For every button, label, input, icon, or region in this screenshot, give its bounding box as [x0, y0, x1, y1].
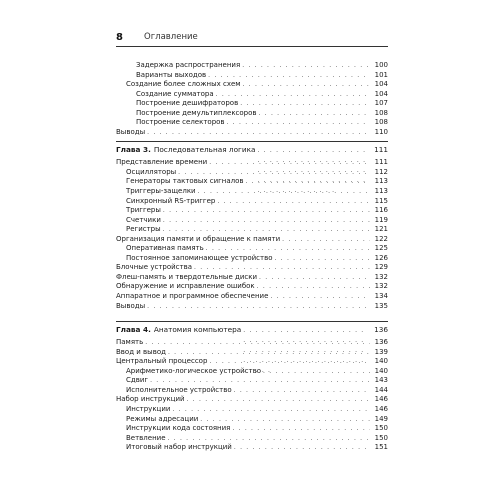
- toc-entry[interactable]: [116, 216, 388, 226]
- toc-entry[interactable]: [116, 187, 388, 197]
- table-of-contents: [116, 61, 388, 453]
- toc-entry[interactable]: [116, 263, 388, 273]
- leader-dots: [234, 443, 370, 453]
- toc-entry-label: Аппаратное и программное обеспечение: [116, 292, 269, 301]
- toc-entry[interactable]: [116, 376, 388, 386]
- leader-dots: [200, 415, 370, 425]
- toc-entry-page: 104: [374, 89, 388, 98]
- toc-entry[interactable]: [116, 168, 388, 178]
- leader-dots: [263, 367, 370, 377]
- toc-entry-page: 144: [374, 385, 388, 394]
- toc-entry-label: Обнаружение и исправление ошибок: [116, 282, 255, 291]
- toc-entry-label: Постоянное запоминающее устройство: [126, 253, 273, 262]
- toc-entry[interactable]: [116, 292, 388, 302]
- toc-entry-label: Задержка распространения: [136, 61, 241, 69]
- toc-entry[interactable]: [116, 282, 388, 292]
- chapter-title: Последовательная логика: [153, 145, 256, 155]
- toc-entry[interactable]: [116, 357, 388, 367]
- toc-entry[interactable]: [116, 367, 388, 377]
- leader-dots: [163, 225, 370, 235]
- leader-dots: [257, 282, 370, 292]
- toc-entry[interactable]: [116, 225, 388, 235]
- chapter-page: 136: [374, 325, 388, 335]
- toc-entry[interactable]: [116, 80, 388, 90]
- toc-entry-page: 104: [374, 80, 388, 89]
- toc-entry[interactable]: [116, 424, 388, 434]
- toc-entry-page: 100: [374, 61, 388, 69]
- toc-entry-page: 122: [374, 234, 388, 243]
- toc-entry-page: 101: [374, 70, 388, 79]
- toc-entry-page: 116: [374, 206, 388, 215]
- leader-dots: [242, 61, 370, 71]
- leader-dots: [216, 90, 370, 100]
- toc-entry-page: 132: [374, 282, 388, 291]
- leader-dots: [243, 80, 370, 90]
- toc-entry[interactable]: [116, 273, 388, 283]
- toc-entry-label: Набор инструкций: [116, 395, 185, 404]
- leader-dots: [208, 71, 370, 81]
- toc-entry-page: 125: [374, 244, 388, 253]
- chapter-title: Анатомия компьютера: [153, 325, 242, 335]
- toc-entry-page: 112: [374, 167, 388, 176]
- toc-entry-label: Создание сумматора: [136, 89, 214, 98]
- toc-entry-label: Создание более сложных схем: [126, 80, 241, 89]
- leader-dots: [270, 292, 370, 302]
- toc-entry[interactable]: [116, 61, 388, 71]
- leader-dots: [194, 263, 370, 273]
- leader-dots: [206, 244, 370, 254]
- toc-entry[interactable]: [116, 109, 388, 119]
- leader-dots: [187, 395, 370, 405]
- toc-entry-label: Построение селекторов: [136, 118, 225, 127]
- toc-entry[interactable]: [116, 90, 388, 100]
- leader-dots: [168, 348, 370, 358]
- toc-entry-page: 151: [374, 443, 388, 452]
- toc-entry-page: 136: [374, 338, 388, 347]
- toc-entry[interactable]: [116, 348, 388, 358]
- toc-entry-page: 143: [374, 376, 388, 385]
- toc-entry-page: 107: [374, 99, 388, 108]
- leader-dots: [163, 216, 370, 226]
- leader-dots: [147, 128, 370, 138]
- toc-entry-page: 115: [374, 196, 388, 205]
- toc-entry[interactable]: [116, 235, 388, 245]
- toc-entry[interactable]: [116, 177, 388, 187]
- toc-entry-page: 149: [374, 414, 388, 423]
- toc-entry-page: 146: [374, 404, 388, 413]
- toc-entry-page: 113: [374, 177, 388, 186]
- chapter-number: Глава 3.: [116, 145, 151, 155]
- chapter-number: Глава 4.: [116, 325, 151, 335]
- leader-dots: [172, 405, 370, 415]
- leader-dots: [150, 376, 370, 386]
- toc-entry-label: Синхронный RS-триггер: [126, 196, 216, 205]
- toc-entry-label: Триггеры-защелки: [126, 187, 196, 196]
- toc-entry[interactable]: [116, 158, 388, 168]
- leader-dots: [145, 338, 370, 348]
- toc-entry[interactable]: [116, 386, 388, 396]
- toc-entry[interactable]: [116, 338, 388, 348]
- toc-entry-page: 146: [374, 395, 388, 404]
- toc-entry-label: Построение дешифраторов: [136, 99, 239, 108]
- toc-entry-label: Триггеры: [126, 206, 161, 215]
- toc-entry[interactable]: [116, 206, 388, 216]
- toc-entry-page: 150: [374, 424, 388, 433]
- leader-dots: [227, 118, 370, 128]
- leader-dots: [259, 273, 370, 283]
- chapter-separator: [116, 141, 388, 142]
- toc-entry-label: Варианты выходов: [136, 70, 207, 79]
- leader-dots: [198, 187, 370, 197]
- toc-entry[interactable]: [116, 443, 388, 453]
- toc-entry-label: Выводы: [116, 301, 146, 310]
- toc-entry-label: Блочные устройства: [116, 263, 193, 272]
- toc-entry-page: 132: [374, 272, 388, 281]
- toc-entry-page: 110: [374, 127, 388, 136]
- chapter-separator: [116, 321, 388, 322]
- toc-entry-label: Счетчики: [126, 215, 161, 224]
- toc-entry-label: Итоговый набор инструкций: [126, 443, 232, 452]
- toc-entry[interactable]: [116, 395, 388, 405]
- toc-entry-page: 108: [374, 108, 388, 117]
- toc-entry-page: 140: [374, 357, 388, 366]
- leader-dots: [282, 235, 370, 245]
- toc-entry-label: Центральный процессор: [116, 357, 208, 366]
- toc-entry-label: Осцилляторы: [126, 167, 177, 176]
- toc-entry-page: 139: [374, 347, 388, 356]
- leader-dots: [209, 158, 370, 168]
- toc-entry-page: 140: [374, 366, 388, 375]
- chapter-page: 111: [374, 145, 388, 155]
- toc-entry-label: Построение демультиплексоров: [136, 108, 257, 117]
- toc-entry-label: Организация памяти и обращение к памяти: [116, 234, 281, 243]
- leader-dots: [232, 424, 370, 434]
- toc-entry[interactable]: [116, 405, 388, 415]
- toc-entry[interactable]: [116, 128, 388, 138]
- chapter-3-entries: [116, 158, 388, 311]
- toc-entry-label: Инструкции: [126, 404, 171, 413]
- leader-dots: [234, 386, 370, 396]
- toc-entry-page: 113: [374, 187, 388, 196]
- toc-entry[interactable]: [116, 415, 388, 425]
- toc-entry-label: Ввод и вывод: [116, 347, 166, 356]
- running-title: Оглавление: [144, 32, 198, 42]
- toc-entry-label: Регистры: [126, 225, 161, 234]
- leader-dots: [147, 302, 370, 312]
- leader-dots: [259, 109, 370, 119]
- toc-entry-label: Оперативная память: [126, 244, 204, 253]
- chapter-4-entries: [116, 338, 388, 453]
- toc-entry-label: Ветвление: [126, 433, 166, 442]
- chapter-heading-4[interactable]: [116, 325, 388, 335]
- toc-entry-label: Исполнительное устройство: [126, 385, 232, 394]
- header-rule: [116, 46, 388, 47]
- toc-entry-label: Память: [116, 338, 144, 347]
- toc-entry[interactable]: [116, 197, 388, 207]
- page-header: [116, 29, 388, 45]
- toc-entry-page: 119: [374, 215, 388, 224]
- toc-entry-label: Флеш-память и твердотельные диски: [116, 272, 258, 281]
- toc-entry[interactable]: [116, 254, 388, 264]
- toc-entry-page: 121: [374, 225, 388, 234]
- toc-entry[interactable]: [116, 118, 388, 128]
- leader-dots: [217, 197, 370, 207]
- toc-entry-page: 126: [374, 253, 388, 262]
- toc-entry[interactable]: [116, 244, 388, 254]
- toc-entry[interactable]: [116, 302, 388, 312]
- toc-entry-label: Сдвиг: [126, 376, 149, 385]
- leader-dots: [275, 254, 370, 264]
- leader-dots: [168, 434, 370, 444]
- toc-entry-label: Выводы: [116, 127, 146, 136]
- toc-entry-label: Генераторы тактовых сигналов: [126, 177, 244, 186]
- toc-entry-page: 134: [374, 292, 388, 301]
- toc-entry-label: Режимы адресации: [126, 414, 199, 423]
- chapter-heading-3[interactable]: [116, 145, 388, 155]
- toc-entry-label: Представление времени: [116, 158, 208, 167]
- leader-dots: [209, 357, 370, 367]
- toc-entry[interactable]: [116, 71, 388, 81]
- leader-dots: [178, 168, 370, 178]
- leader-dots: [163, 206, 370, 216]
- toc-entry-page: 129: [374, 263, 388, 272]
- toc-entry-page: 150: [374, 433, 388, 442]
- toc-entry-label: Арифметико-логическое устройство: [126, 366, 262, 375]
- toc-section-continued: [116, 61, 388, 137]
- toc-entry-label: Инструкции кода состояния: [126, 424, 231, 433]
- leader-dots: [240, 99, 370, 109]
- toc-entry[interactable]: [116, 99, 388, 109]
- toc-entry-page: 111: [374, 158, 388, 167]
- leader-dots: [246, 177, 370, 187]
- toc-entry[interactable]: [116, 434, 388, 444]
- page-number: 8: [116, 31, 123, 43]
- toc-entry-page: 108: [374, 118, 388, 127]
- toc-entry-page: 135: [374, 301, 388, 310]
